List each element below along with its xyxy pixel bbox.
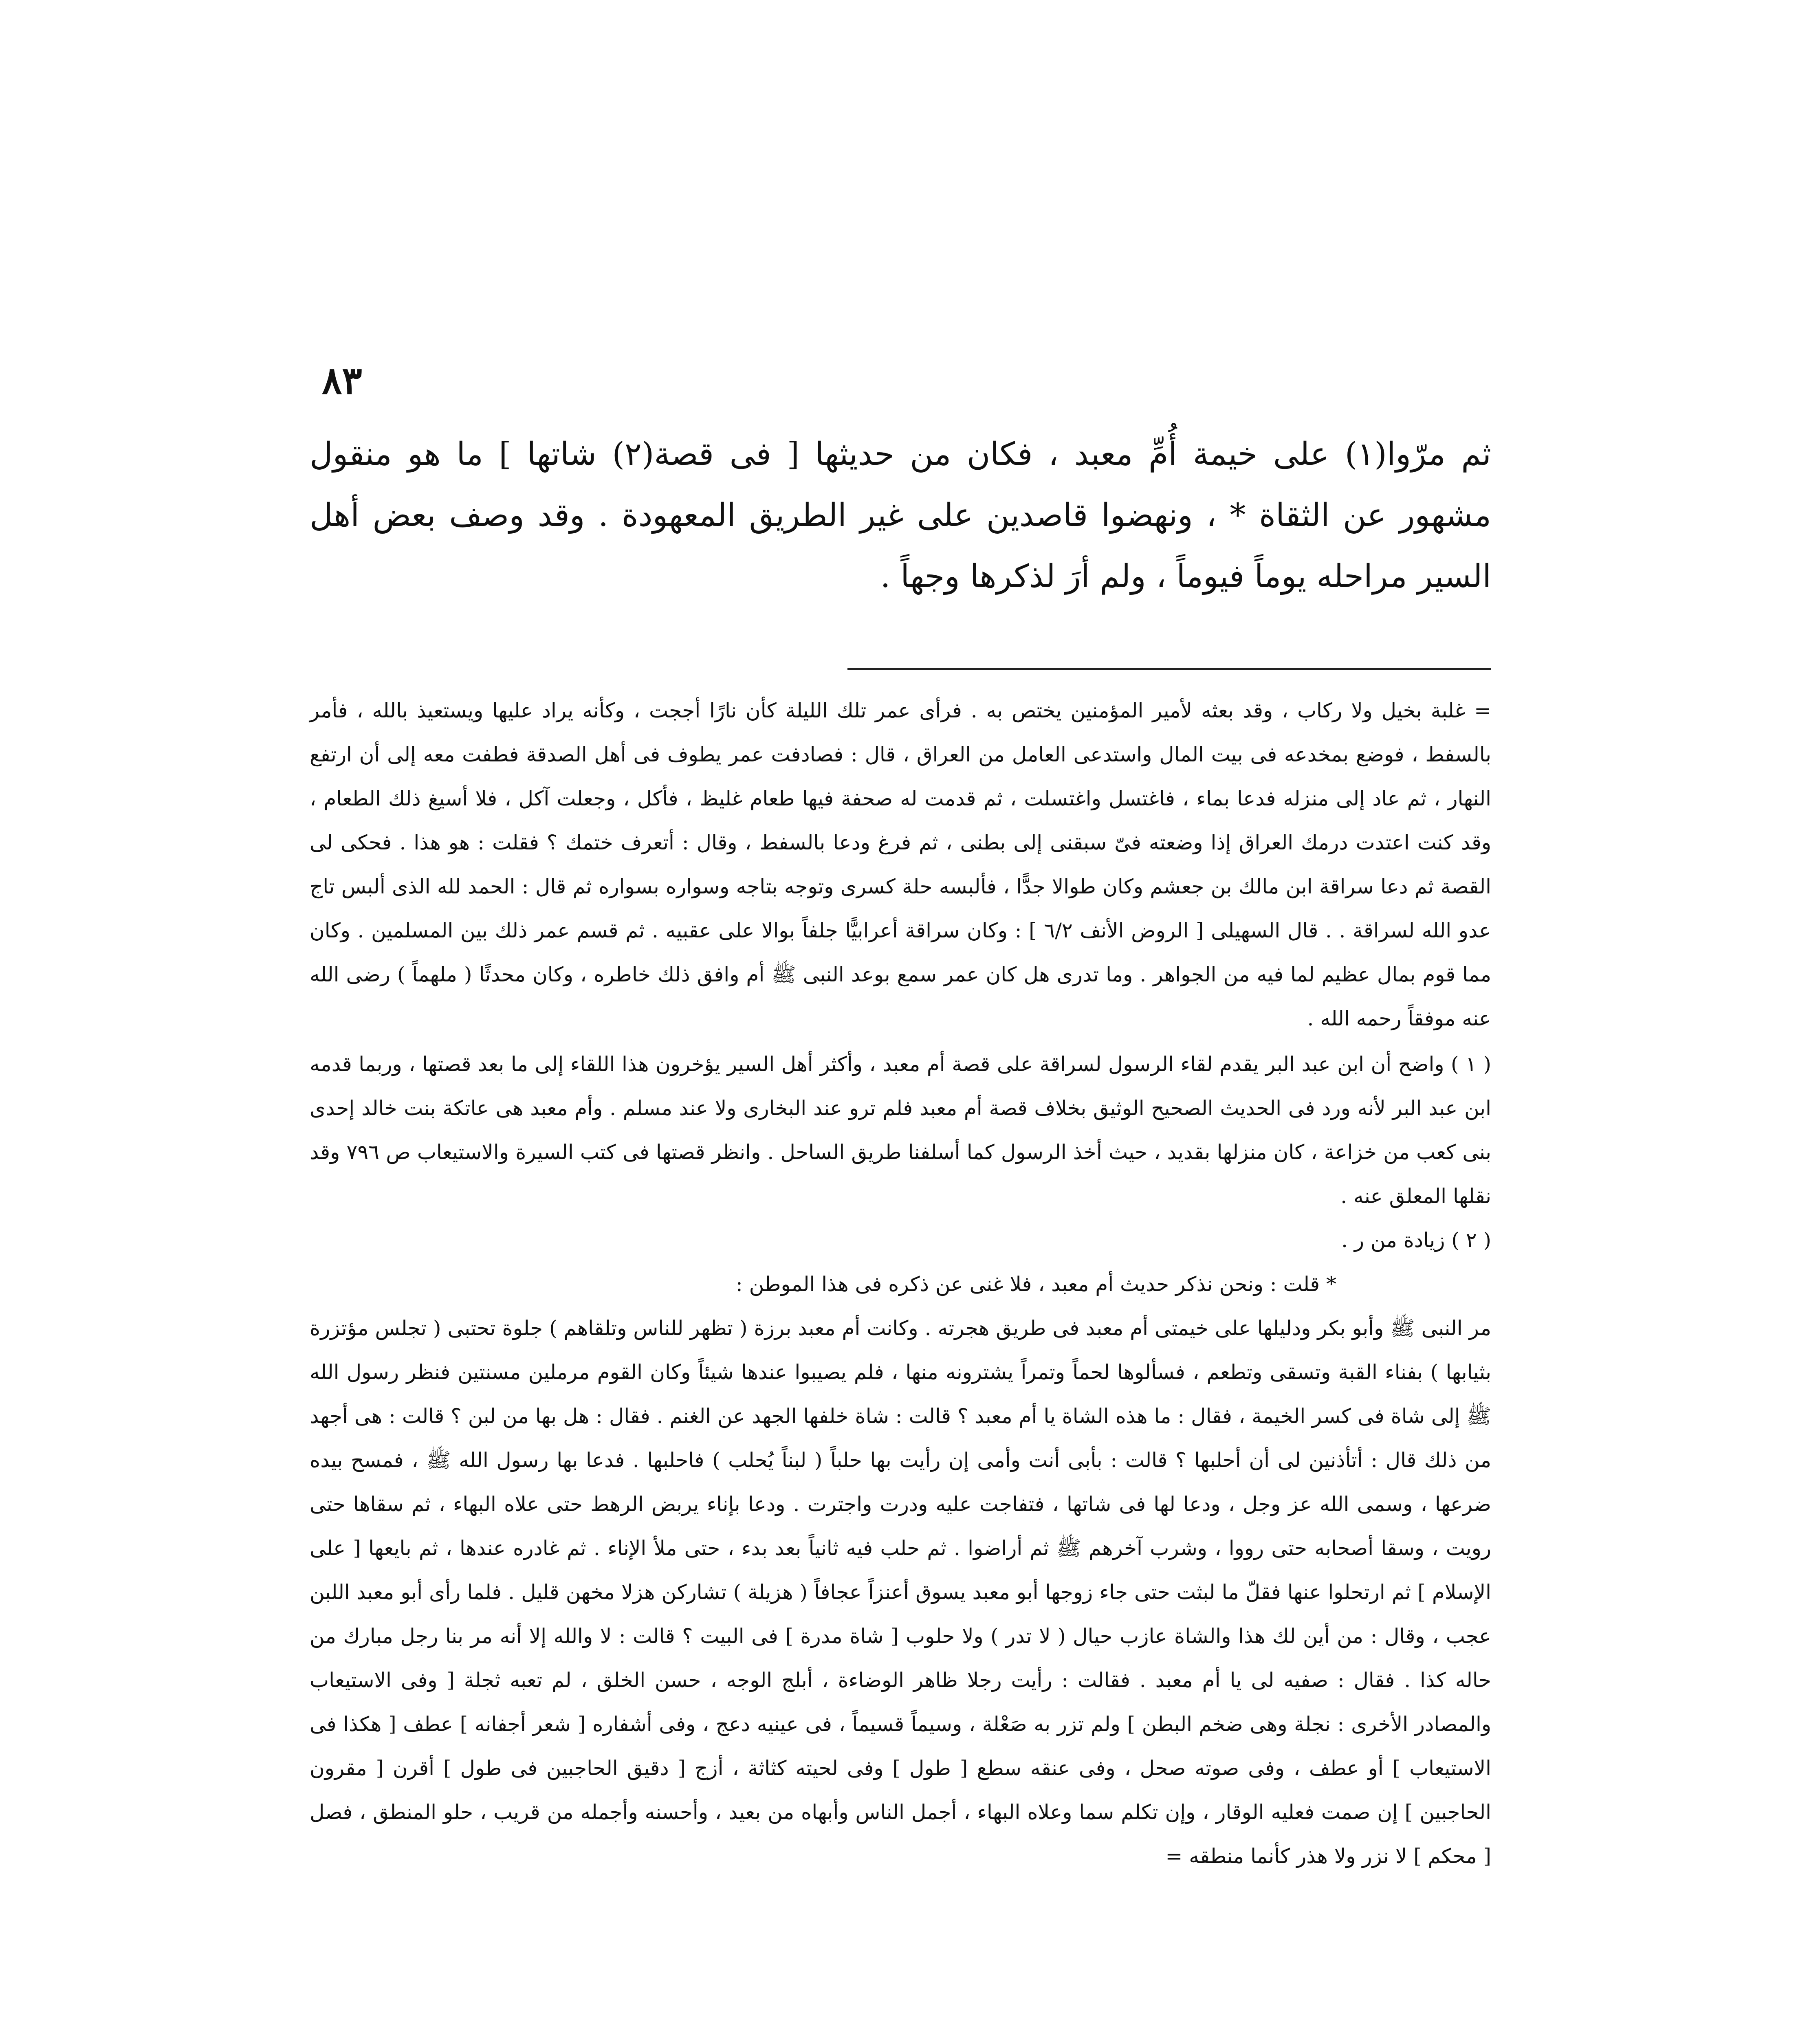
footnote-divider [847, 668, 1491, 670]
main-text [310, 424, 1491, 607]
main-paragraph: ثم مرّوا(١) على خيمة أُمِّ معبد ، فكان من حديثها [ فى قصة(٢) شاتها ] ما هو منقول مشهور عن الثقاة * ، ونهضوا قاصدين على غير الطريق المعهودة . وقد وصف بعض أهل السير مراحله يوماً فيوماً ، ولم أرَ لذكرها وجهاً . [310, 436, 1491, 595]
footnote-star-text: مر النبى ﷺ وأبو بكر ودليلها على خيمتى أم معبد فى طريق هجرته . وكانت أم معبد برزة ( تظهر للناس وتلقاهم ) جلوة تحتبى ( تجلس مؤتزرة بثيابها ) بفناء القبة وتسقى وتطعم ، فسألوها لحماً وتمراً يشترونه منها ، فلم يصيبوا عندها شيئاً وكان القوم مرملين مسنتين فنظر رسول الله ﷺ إلى شاة فى كسر الخيمة ، فقال : ما هذه الشاة يا أم معبد ؟ قالت : شاة خلفها الجهد عن الغنم . فقال : هل بها من لبن ؟ قالت : هى أجهد من ذلك قال : أتأذنين لى أن أحلبها ؟ قالت : بأبى أنت وأمى إن رأيت بها حلباً ( لبناً يُحلب ) فاحلبها . فدعا بها رسول الله ﷺ ، فمسح بيده ضرعها ، وسمى الله عز وجل ، ودعا لها فى شاتها ، فتفاجت عليه ودرت واجترت . ودعا بإناء يربض الرهط حتى علاه البهاء ، ثم سقاها حتى رويت ، وسقا أصحابه حتى رووا ، وشرب آخرهم ﷺ ثم أراضوا . ثم حلب فيه ثانياً بعد بدء ، حتى ملأ الإناء . ثم غادره عندها ، ثم بايعها [ على الإسلام ] ثم ارتحلوا عنها فقلّ ما لبثت حتى جاء زوجها أبو معبد يسوق أعنزاً عجافاً ( هزيلة ) تشاركن هزلا مخهن قليل . فلما رأى أبو معبد اللبن عجب ، وقال : من أين لك هذا والشاة عازب حيال ( لا تدر ) ولا حلوب [ شاة مدرة ] فى البيت ؟ قالت : لا والله إلا أنه مر بنا رجل مبارك من حاله كذا . فقال : صفيه لى يا أم معبد . فقالت : رأيت رجلا ظاهر الوضاءة ، أبلج الوجه ، حسن الخلق ، لم تعبه ثجلة [ وفى الاستيعاب والمصادر الأخرى : نجلة وهى ضخم البطن ] ولم تزر به صَعْلة ، وسيماً قسيماً ، فى عينيه دعج ، وفى أشفاره [ شعر أجفانه ] عطف [ هكذا فى الاستيعاب ] أو عطف ، وفى صوته صحل ، وفى عنقه سطع [ طول ] وفى لحيته كثاثة ، أزج [ دقيق الحاجبين فى طول ] أقرن [ مقرون الحاجبين ] إن صمت فعليه الوقار ، وإن تكلم سما وعلاه البهاء ، أجمل الناس وأبهاه من بعيد ، وأحسنه وأجمله من قريب ، حلو المنطق ، فصل [ محكم ] لا نزر ولا هذر كأنما منطقه = [310, 1316, 1491, 1868]
footnotes [310, 689, 1491, 1878]
footnote-1: ( ١ ) واضح أن ابن عبد البر يقدم لقاء الرسول لسراقة على قصة أم معبد ، وأكثر أهل السير يؤخرون هذا اللقاء إلى ما بعد قصتها ، وربما قدمه ابن عبد البر لأنه ورد فى الحديث الصحيح الوثيق بخلاف قصة أم معبد فلم ترو عند البخارى ولا عند مسلم . وأم معبد هى عاتكة بنت خالد إحدى بنى كعب من خزاعة ، كان منزلها بقديد ، حيث أخذ الرسول كما أسلفنا طريق الساحل . وانظر قصتها فى كتب السيرة والاستيعاب ص ٧٩٦ وقد نقلها المعلق عنه . [310, 1052, 1491, 1208]
footnote-continued: = غلبة بخيل ولا ركاب ، وقد بعثه لأمير المؤمنين يختص به . فرأى عمر تلك الليلة كأن نارًا أججت ، وكأنه يراد عليها ويستعيذ بالله ، فأمر بالسفط ، فوضع بمخدعه فى بيت المال واستدعى العامل من العراق ، قال : فصادفت عمر يطوف فى أهل الصدقة فطفت معه إلى أن ارتفع النهار ، ثم عاد إلى منزله فدعا بماء ، فاغتسل واغتسلت ، ثم قدمت له صحفة فيها طعام غليظ ، فأكل ، وجعلت آكل ، فلا أسيغ ذلك الطعام ، وقد كنت اعتدت درمك العراق إذا وضعته فىّ سبقنى إلى بطنى ، ثم فرغ ودعا بالسفط ، وقال : أتعرف ختمك ؟ فقلت : هو هذا . فحكى لى القصة ثم دعا سراقة ابن مالك بن جعشم وكان طوالا جدًّا ، فألبسه حلة كسرى وتوجه بتاجه وسواره بسواره ثم قال : الحمد لله الذى ألبس تاج عدو الله لسراقة . . قال السهيلى [ الروض الأنف ٦/٢ ] : وكان سراقة أعرابيًّا جلفاً بوالا على عقبيه . ثم قسم عمر ذلك بين المسلمين . وكان مما قوم بمال عظيم لما فيه من الجواهر . وما تدرى هل كان عمر سمع بوعد النبى ﷺ أم وافق ذلك خاطره ، وكان محدثًا ( ملهماً ) رضى الله عنه موفقاً رحمه الله . [310, 699, 1491, 1030]
page-number: ٨٣ [322, 359, 362, 403]
footnote-star-intro: * قلت : ونحن نذكر حديث أم معبد ، فلا غنى عن ذكره فى هذا الموطن : [735, 1272, 1336, 1296]
footnote-2: ( ٢ ) زيادة من ر . [1341, 1228, 1491, 1252]
